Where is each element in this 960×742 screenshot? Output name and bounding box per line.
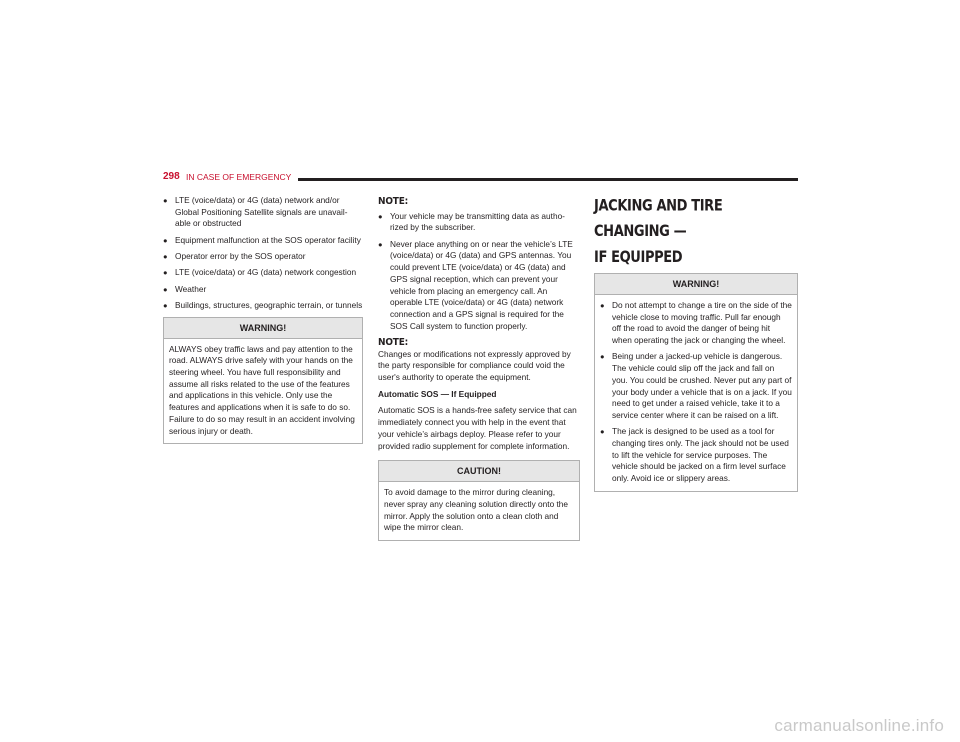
automatic-sos-text: Automatic SOS is a hands-free safety service that can immediately connect you with help in the event that your vehicle’s airbags deploy. Please refer to your provided radio supplement for complete information. bbox=[378, 405, 577, 451]
list-item: ● Do not attempt to change a tire on the side of the vehicle close to moving traffic. Pull far enough off the road to avoid the danger of being hit when operating the jack or changing the wheel. bbox=[600, 300, 792, 346]
bullet-icon: ● bbox=[163, 284, 168, 294]
note-label: NOTE: bbox=[378, 336, 409, 348]
bullet-icon: ● bbox=[600, 301, 605, 310]
bullet-icon: ● bbox=[163, 268, 168, 278]
warning-box-traffic bbox=[163, 317, 363, 445]
note-list bbox=[378, 211, 580, 333]
list-item: ● Weather bbox=[163, 283, 207, 294]
bullet-icon: ● bbox=[378, 211, 383, 221]
list-item: ● The jack is designed to be used as a tool for changing tires only. The jack should not be used to lift the vehicle for service purposes. The vehicle should be jacked on a firm level surface only. Avoid ice or slippery areas. bbox=[600, 426, 789, 484]
list-item: ● Never place anything on or near the vehicle’s LTE (voice/data) or 4G (data) and GPS antennas. You could prevent LTE (voice/data) or 4G (data) and GPS signal reception, which can prevent your vehicle from placing an emergency call. An operable LTE (voice/data) or 4G (data) network connection and a GPS signal is required for the SOS Call system to function properly. bbox=[378, 238, 573, 331]
list-item: ● Buildings, structures, geographic terrain, or tunnels bbox=[163, 299, 363, 310]
list-item: ● Equipment malfunction at the SOS operator facility bbox=[163, 234, 361, 245]
bullet-icon: ● bbox=[600, 427, 605, 437]
caution-box-mirror bbox=[378, 460, 580, 541]
list-item: ● Operator error by the SOS operator bbox=[163, 251, 306, 261]
bullet-icon: ● bbox=[378, 239, 383, 249]
caution-box-text: To avoid damage to the mirror during cleaning, never spray any cleaning solution directly onto the mirror. Apply the solution onto a clean cloth and wipe the mirror clean. bbox=[384, 487, 569, 533]
list-item: ● Being under a jacked-up vehicle is dangerous. The vehicle could slip off the jack and fall on you. You could be crushed. Never put any part of your body under a vehicle that is on a jack. If you need to get under a raised vehicle, take it to a service center where it can be raised on a lift. bbox=[600, 351, 792, 420]
bullet-icon: ● bbox=[163, 300, 168, 310]
running-title: IN CASE OF EMERGENCY bbox=[186, 172, 292, 182]
failure-conditions-list bbox=[163, 195, 363, 312]
bullet-icon: ● bbox=[163, 235, 168, 245]
column-right bbox=[594, 193, 798, 492]
column-left bbox=[163, 195, 363, 444]
bullet-icon: ● bbox=[163, 252, 168, 261]
note-text: Changes or modifications not expressly approved by the party responsible for compliance could void the user's authority to operate the equipment. bbox=[378, 348, 571, 383]
subheading-automatic-sos: Automatic SOS — If Equipped bbox=[378, 388, 497, 399]
bullet-icon: ● bbox=[163, 196, 168, 205]
watermark-text: carmanualsonline.info bbox=[774, 716, 944, 735]
page-number: 298 bbox=[163, 171, 180, 182]
column-middle bbox=[378, 196, 580, 541]
caution-box-title: CAUTION! bbox=[379, 461, 579, 482]
warning-box-title: WARNING! bbox=[595, 274, 797, 295]
note-label: NOTE: bbox=[378, 196, 409, 207]
jacking-warning-list bbox=[600, 300, 792, 485]
page-header bbox=[163, 171, 798, 185]
list-item: ● Your vehicle may be transmitting data as autho-rized by the subscriber. bbox=[378, 210, 565, 233]
header-rule bbox=[298, 178, 798, 181]
list-item: ● LTE (voice/data) or 4G (data) network and/or Global Positioning Satellite signals are unavail-able or obstructed bbox=[163, 195, 348, 229]
warning-box-text: ALWAYS obey traffic laws and pay attention to the road. ALWAYS drive safely with your hands on the steering wheel. You have full responsibility and assume all risks related to the use of the features and applications in this vehicle. Only use the features and applications when it is safe to do so. Failure to do so may result in an accident involving serious injury or death. bbox=[169, 343, 355, 436]
bullet-icon: ● bbox=[600, 352, 605, 362]
section-title: JACKING AND TIRE CHANGING — IF EQUIPPED bbox=[594, 197, 723, 267]
list-item: ● LTE (voice/data) or 4G (data) network congestion bbox=[163, 267, 357, 278]
warning-box-title: WARNING! bbox=[164, 318, 362, 339]
warning-box-jacking bbox=[594, 273, 798, 492]
